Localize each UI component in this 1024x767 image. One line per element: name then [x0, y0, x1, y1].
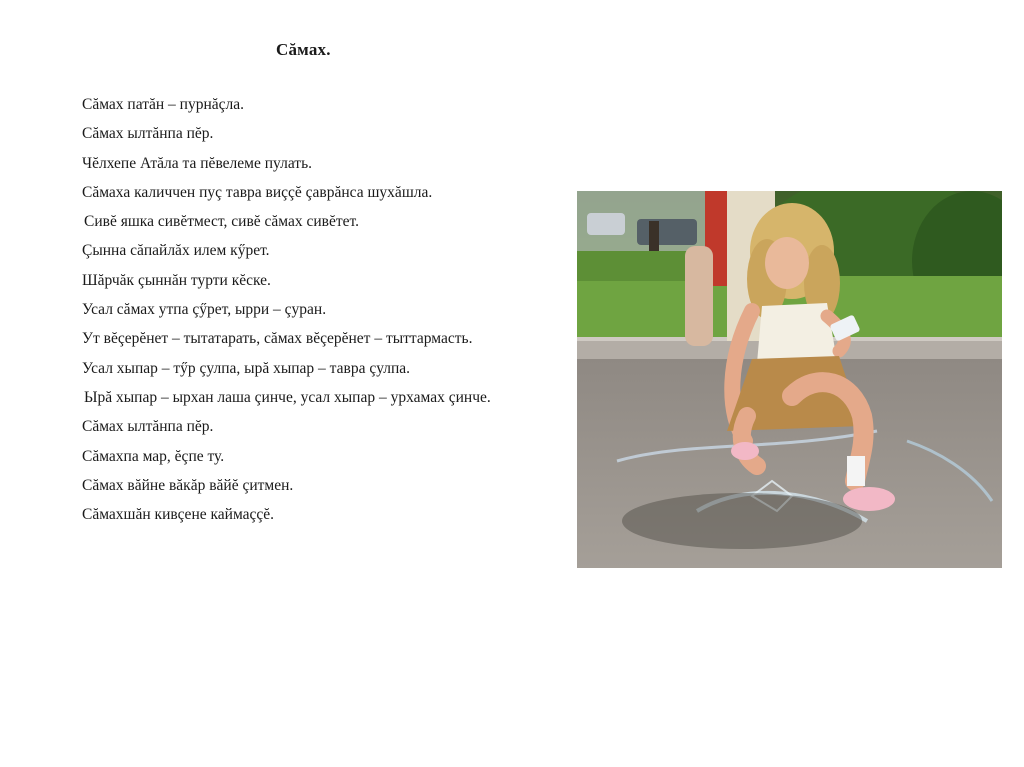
proverb-line: Усал сăмах утпа çӳрет, ырри – çуран.	[82, 301, 327, 319]
proverb-line: Сăмах ылтăнпа пĕр.	[82, 125, 214, 143]
slide-title: Сăмах.	[276, 40, 331, 59]
photo-girl-drawing-with-chalk	[577, 191, 1002, 568]
proverb-line: Чĕлхепе Атăла та пĕвелеме пулать.	[82, 154, 313, 172]
proverb-line: Сăмахпа мар, ĕçпе ту.	[82, 447, 225, 465]
proverb-line: Сăмаха каличчен пуç тавра виççĕ çаврăнса шухăшла.	[82, 183, 433, 201]
proverb-line: Ут вĕçерĕнет – тытатарать, сăмах вĕçерĕнет – тыттармасть.	[82, 330, 473, 348]
proverb-line: Шăрчăк çыннăн турти кĕске.	[82, 271, 271, 289]
proverb-line: Усал хыпар – тӳр çулпа, ырă хыпар – тавра çулпа.	[82, 359, 411, 377]
proverb-line: Сăмах вăйне вăкăр вăйĕ çитмен.	[82, 476, 294, 494]
proverb-line: Ырă хыпар – ырхан лаша çинче, усал хыпар – урхамах çинче.	[84, 388, 491, 406]
proverb-line: Сăмах ылтăнпа пĕр.	[82, 418, 214, 436]
proverb-line: Сивĕ яшка сивĕтмест, сивĕ сăмах сивĕтет.	[84, 213, 360, 231]
photo-illustration	[577, 191, 1002, 568]
proverb-line: Сăмахшăн кивçене каймаççĕ.	[82, 506, 275, 524]
proverb-line: Çынна сăпайлăх илем кӳрет.	[82, 242, 270, 260]
proverb-line: Сăмах патăн – пурнăçла.	[82, 96, 244, 113]
proverb-list	[82, 94, 552, 533]
